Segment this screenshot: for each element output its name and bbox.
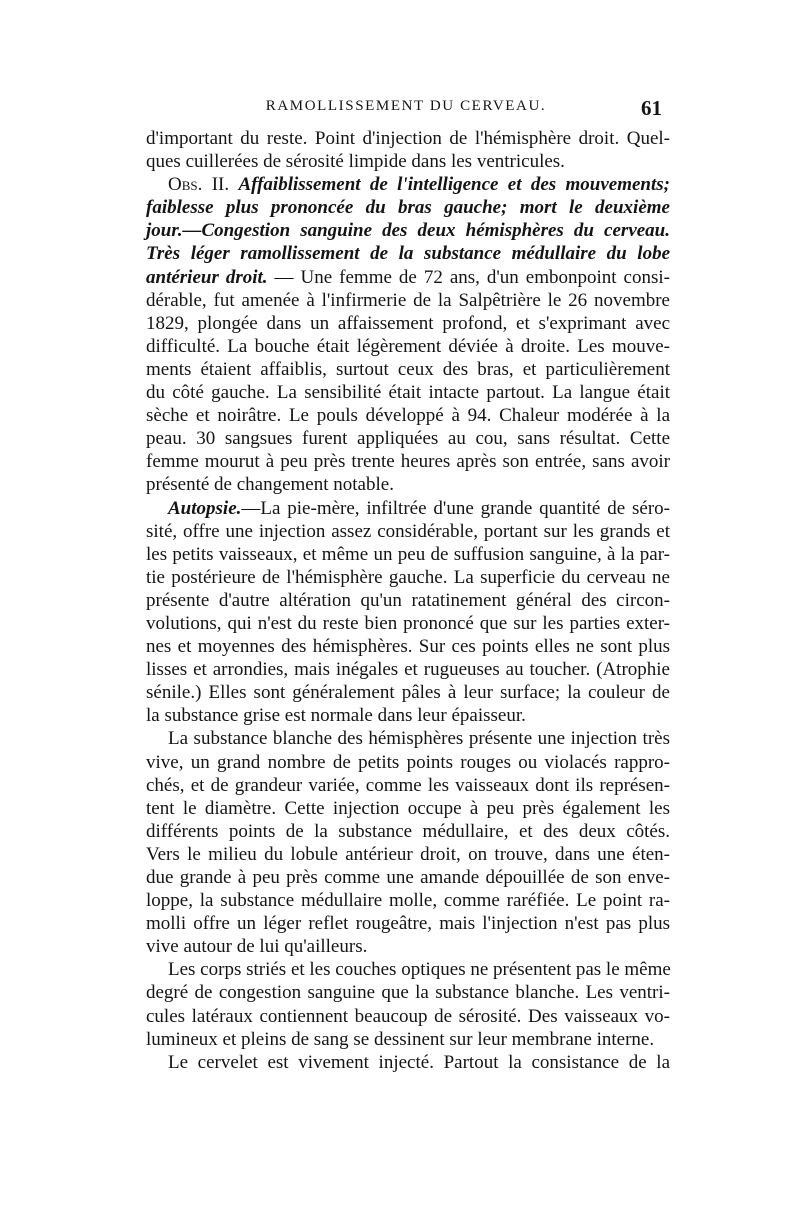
page-number: 61 [641, 96, 662, 120]
text-line: 1829, plongée dans un affaissement profond, et s'exprimant avec [146, 312, 670, 334]
observation-heading [146, 173, 670, 196]
observation-title-line: jour.—Congestion sanguine des deux hémisphères du cerveau. [146, 220, 670, 242]
running-title: RAMOLLISSEMENT DU CERVEAU. [265, 98, 547, 114]
autopsy-first-line [146, 497, 670, 520]
text-line: sité, offre une injection assez considérable, portant sur les grands et [146, 520, 670, 542]
text-line: Vers le milieu du lobule antérieur droit, on trouve, dans une éten- [146, 843, 670, 865]
text-line: lumineux et pleins de sang se dessinent sur leur membrane interne. [146, 1028, 655, 1050]
observation-label: Obs. II. [168, 174, 230, 196]
text-line: vive autour de lui qu'ailleurs. [146, 936, 368, 958]
text-line: peau. 30 sangsues furent appliquées au cou, sans résultat. Cette [146, 428, 670, 450]
text-line: nes et moyennes des hémisphères. Sur ces points elles ne sont plus [146, 636, 670, 658]
running-head [150, 96, 662, 122]
text-line: du côté gauche. La sensibilité était intacte partout. La langue était [146, 382, 670, 404]
autopsy-label: Autopsie. [168, 497, 242, 519]
text-line: La substance blanche des hémisphères présente une injection très [168, 728, 670, 750]
text-line: Le cervelet est vivement injecté. Partout la consistance de la [168, 1051, 670, 1073]
observation-title-end: antérieur droit. [146, 266, 268, 288]
text-line: d'important du reste. Point d'injection de l'hémisphère droit. Quel- [146, 128, 670, 149]
text-line: loppe, la substance médullaire molle, comme raréfiée. Le point ra- [146, 890, 670, 912]
text-line: différents points de la substance médullaire, et des deux côtés. [146, 820, 670, 842]
observation-text-fragment: — Une femme de 72 ans, d'un embonpoint consi- [267, 266, 670, 288]
text-line: dérable, fut amenée à l'infirmerie de la Salpêtrière le 26 novembre [146, 289, 670, 311]
observation-title-line: Très léger ramollissement de la substance médullaire du lobe [146, 243, 670, 265]
text-line: Les corps striés et les couches optiques ne présentent pas le même [168, 959, 671, 981]
text-line: volutions, qui n'est du reste bien prononcé que sur les parties exter- [146, 612, 670, 634]
text-line: cules latéraux contiennent beaucoup de sérosité. Des vaisseaux vo- [146, 1005, 670, 1027]
text-line: due grande à peu près comme une amande dépouillée de son enve- [146, 867, 670, 888]
text-line: sénile.) Elles sont généralement pâles à leur surface; la couleur de [146, 682, 670, 704]
observation-title-line: faiblesse plus prononcée du bras gauche; mort le deuxième [146, 197, 670, 219]
text-line: ments étaient affaiblis, surtout ceux des bras, et particulièrement [146, 358, 670, 380]
text-line: difficulté. La bouche était légèrement déviée à droite. Les mouve- [146, 335, 670, 357]
observation-title-line: Affaiblissement de l'intelligence et des mouvements; [238, 174, 670, 196]
text-line: les petits vaisseaux, et même un peu de suffusion sanguine, à la par- [146, 543, 670, 565]
text-line: ques cuillerées de sérosité limpide dans les ventricules. [146, 151, 565, 173]
text-line: lisses et arrondies, mais inégales et rugueuses au toucher. (Atrophie [146, 659, 670, 681]
autopsy-text-fragment: —La pie-mère, infiltrée d'une grande quantité de séro- [241, 497, 670, 519]
text-line: sèche et noirâtre. Le pouls développé à 94. Chaleur modérée à la [146, 405, 670, 427]
observation-text-start [146, 266, 670, 289]
text-line: degré de congestion sanguine que la substance blanche. Les ventri- [146, 982, 670, 1004]
text-line: la substance grise est normale dans leur épaisseur. [146, 705, 526, 727]
text-line: tie postérieure de l'hémisphère gauche. La superficie du cerveau ne [146, 566, 670, 588]
text-line: chés, et de grandeur variée, comme les vaisseaux dont ils représen- [146, 774, 670, 796]
text-line: présente d'autre altération qu'un ratatinement général des circon- [146, 589, 670, 611]
body-text [146, 127, 670, 1074]
text-line: femme mourut à peu près trente heures après son entrée, sans avoir [146, 451, 670, 473]
text-line: présenté de changement notable. [146, 474, 394, 496]
text-line: molli offre un léger reflet rougeâtre, mais l'injection n'est pas plus [146, 913, 670, 935]
text-line: tent le diamètre. Cette injection occupe à peu près également les [146, 797, 670, 819]
text-line: vive, un grand nombre de petits points rouges ou violacés rappro- [146, 751, 670, 773]
